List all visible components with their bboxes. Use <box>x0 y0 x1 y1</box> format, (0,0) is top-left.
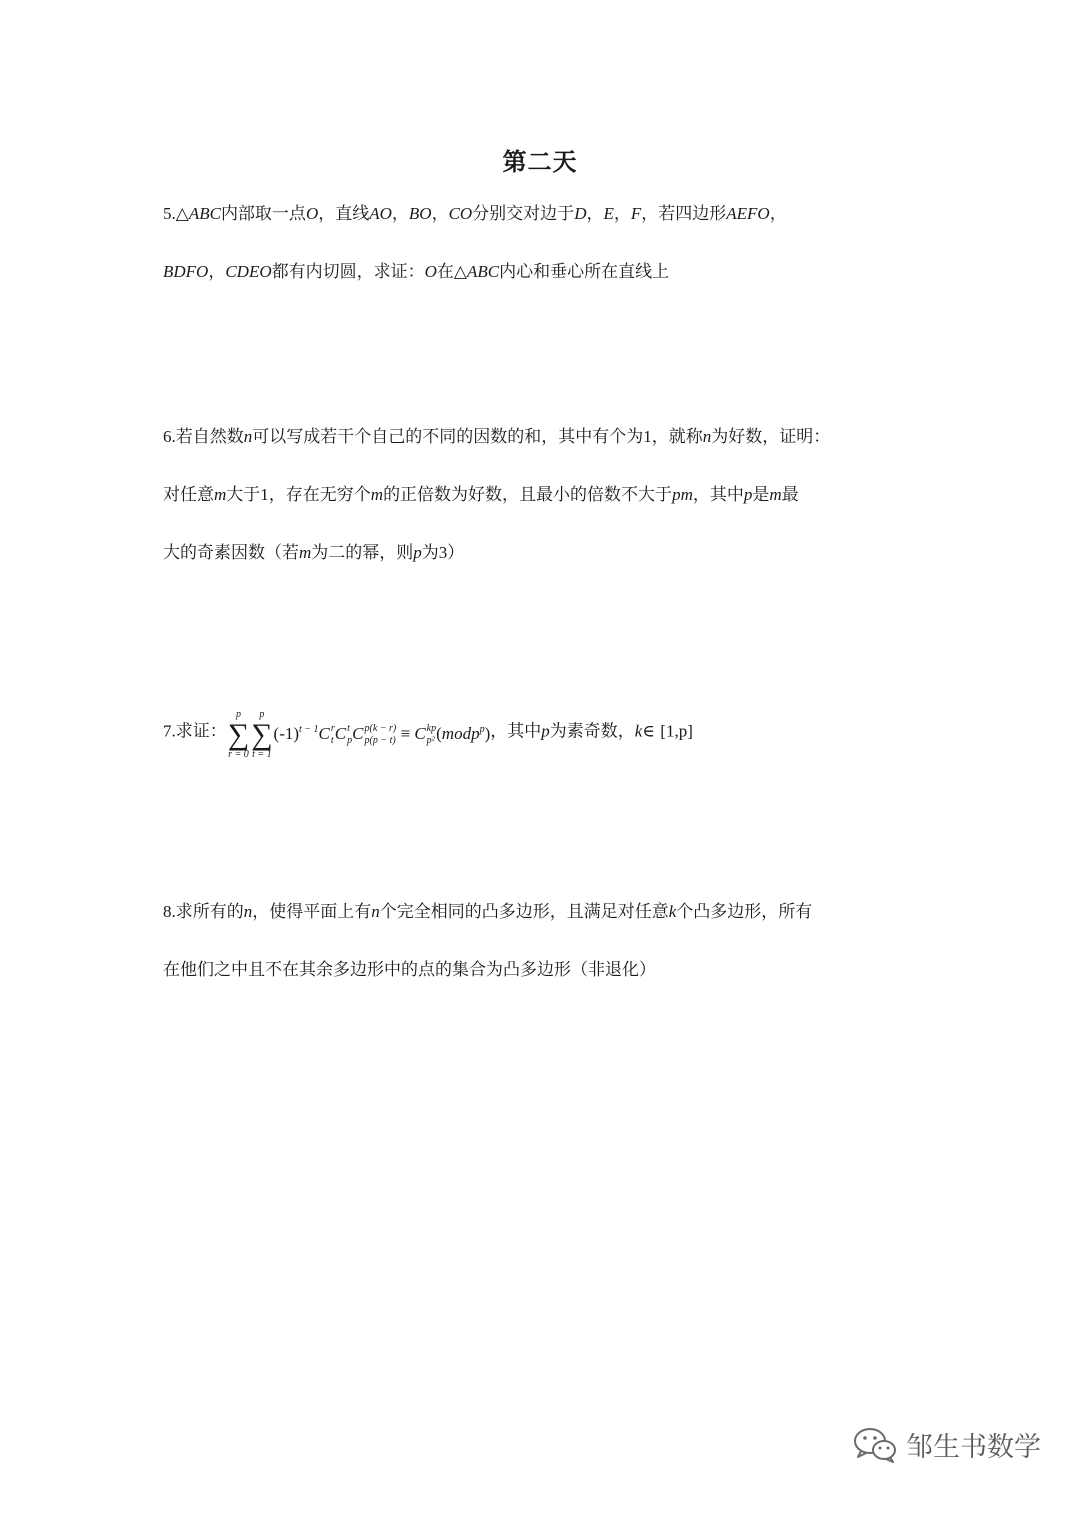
problem-5-line-1 <box>163 185 923 243</box>
math-p: p <box>541 721 550 741</box>
problem-7 <box>163 700 923 764</box>
text: ，直线 <box>318 204 370 224</box>
wechat-icon <box>852 1426 898 1464</box>
text: 为 <box>421 543 439 563</box>
subscript: p <box>347 735 353 747</box>
congruence-symbol: ≡ <box>400 724 411 743</box>
problem-6-line-2 <box>163 466 923 524</box>
problem-7-line-1 <box>163 700 923 764</box>
problem-number: 8. <box>163 902 176 921</box>
superscript: p(k − r) <box>364 723 397 735</box>
c3-indices <box>364 724 396 746</box>
text: 可以写成若干个自己的不同的因数的和，其中有个为 <box>252 427 644 447</box>
math-o: O <box>424 262 437 281</box>
math-1: 1 <box>260 485 269 504</box>
math-k: k <box>668 902 677 921</box>
math-o: O <box>305 204 319 223</box>
math-ao: AO <box>369 204 392 223</box>
math-aefo: AEFO <box>726 204 770 223</box>
text: ，使得平面上有 <box>252 902 372 922</box>
text: ，其中 <box>490 721 542 742</box>
sum-lower-limit: t = 1 <box>252 749 272 761</box>
text: 为好数，证明： <box>711 427 831 447</box>
text: 为素奇数， <box>549 721 635 742</box>
text: 大于 <box>226 485 261 505</box>
problem-8-line-1 <box>163 883 923 941</box>
watermark-text: 邹生书数学 <box>906 1432 1041 1463</box>
text: 求所有的 <box>175 902 244 922</box>
sum-r <box>228 710 249 760</box>
math-cdeo: CDEO <box>225 262 272 281</box>
text: 为二的幂，则 <box>311 543 414 563</box>
comma: ， <box>431 204 449 224</box>
sum-t <box>251 710 272 760</box>
triangle-symbol: △ <box>175 204 189 223</box>
comma: ， <box>208 262 226 282</box>
math-m: m <box>769 485 782 504</box>
binomial-c: C <box>414 724 426 743</box>
text: ，就称 <box>651 427 703 447</box>
text: 在他们之中且不在其余多边形中的点的集合为凸多边形（非退化） <box>163 960 656 980</box>
sigma-symbol: ∑ <box>251 718 273 752</box>
math-n: n <box>243 902 253 921</box>
text: 的正倍数为好数，且最小的倍数不大于 <box>383 485 673 505</box>
text: 大的奇素因数（若 <box>163 543 299 563</box>
problem-number: 6. <box>163 427 176 446</box>
superscript: t <box>347 723 350 735</box>
math-p: p <box>743 485 753 504</box>
math-f: F <box>630 204 642 223</box>
text: 个凸多边形，所有 <box>676 902 813 922</box>
text: 求证： <box>175 721 227 742</box>
math-d: D <box>574 204 587 223</box>
text: 内心和垂心所在直线上 <box>499 262 670 282</box>
math-bo: BO <box>408 204 432 223</box>
text: 个完全相同的凸多边形，且满足对任意 <box>379 902 669 922</box>
text: 对任意 <box>163 485 214 505</box>
sum-upper-limit: p <box>235 709 241 721</box>
text: ，若四边形 <box>641 204 727 224</box>
math-e: E <box>603 204 614 223</box>
math-k: k <box>634 721 643 741</box>
exponent: p <box>479 724 485 735</box>
math-3: 3 <box>438 543 448 562</box>
text: ，其中 <box>692 485 744 505</box>
comma: ， <box>613 204 631 224</box>
paren: ( <box>436 724 442 743</box>
triangle-symbol: △ <box>453 262 467 281</box>
binomial-c: C <box>352 724 364 743</box>
text: 内部取一点 <box>220 204 306 224</box>
problem-6 <box>163 408 923 582</box>
c4-indices <box>427 724 436 746</box>
problem-8-line-2 <box>163 941 923 999</box>
text: 最 <box>781 485 799 505</box>
text: ，存在无穷个 <box>268 485 371 505</box>
text: 是 <box>752 485 770 505</box>
text: ） <box>447 543 465 563</box>
sum-upper-limit: p <box>259 709 265 721</box>
math-pm: pm <box>672 485 693 504</box>
problem-5-line-2 <box>163 243 923 301</box>
problem-6-line-3 <box>163 524 923 582</box>
sigma-symbol: ∑ <box>227 718 250 752</box>
math-co: CO <box>448 204 473 223</box>
subscript: p(p − t) <box>364 735 396 747</box>
superscript: kp <box>426 723 437 735</box>
math-abc: ABC <box>188 204 221 223</box>
subscript: p² <box>426 735 435 747</box>
math-m: m <box>370 485 384 504</box>
problem-number: 5. <box>163 204 176 223</box>
exponent: t − 1 <box>299 724 319 735</box>
problem-6-line-1 <box>163 408 923 466</box>
element-of-symbol: ∈ <box>642 721 655 741</box>
math-mod: modp <box>441 724 480 743</box>
comma: ， <box>586 204 604 224</box>
math-bdfo: BDFO <box>163 262 209 281</box>
sum-lower-limit: r = 0 <box>228 749 249 761</box>
minus-one: (-1) <box>273 724 300 743</box>
problem-5 <box>163 185 923 301</box>
problem-8 <box>163 883 923 999</box>
subscript: t <box>330 735 334 747</box>
math-m: m <box>299 543 312 562</box>
page-title: 第二天 <box>502 147 578 176</box>
binomial-sum-formula <box>227 700 491 764</box>
math-m: m <box>214 485 227 504</box>
text: 分别交对边于 <box>472 204 575 224</box>
binomial-c: C <box>334 724 347 743</box>
binomial-c: C <box>318 724 330 743</box>
comma: ， <box>769 204 787 224</box>
math-p: p <box>413 543 422 562</box>
math-interval: [1,p] <box>660 721 693 741</box>
comma: ， <box>391 204 409 224</box>
math-abc: ABC <box>466 262 500 281</box>
text: 在 <box>436 262 454 282</box>
math-n: n <box>702 427 712 446</box>
problem-number: 7. <box>163 721 176 741</box>
superscript: r <box>330 723 335 735</box>
text: 都有内切圆，求证： <box>271 262 425 282</box>
math-n: n <box>243 427 253 446</box>
math-n: n <box>371 902 380 921</box>
text: 若自然数 <box>175 427 244 447</box>
watermark <box>852 1425 1041 1464</box>
paren: ) <box>484 724 491 743</box>
math-1: 1 <box>643 427 652 446</box>
